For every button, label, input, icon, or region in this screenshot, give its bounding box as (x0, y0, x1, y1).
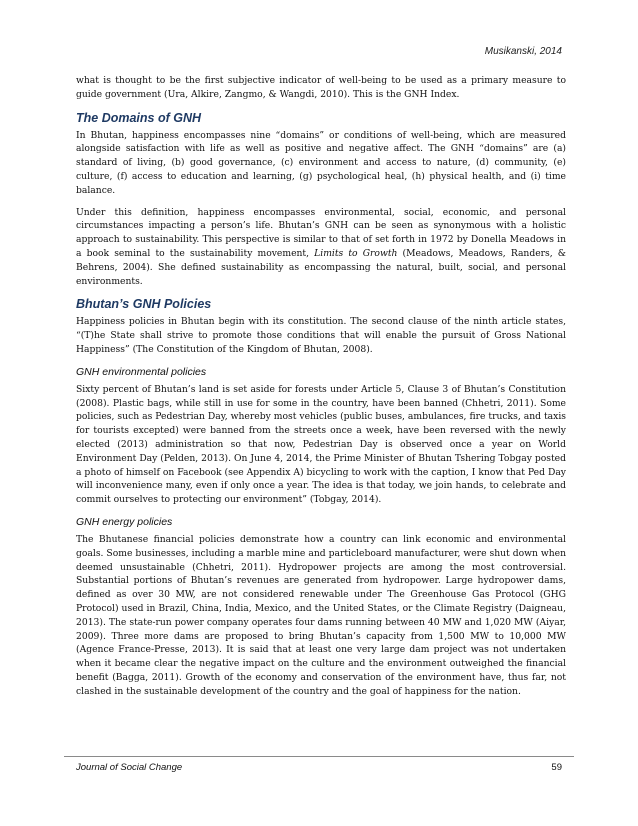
subheading-energy: GNH energy policies (76, 515, 173, 528)
running-head: Musikanski, 2014 (484, 46, 562, 57)
paragraph-domains-1: In Bhutan, happiness encompasses nine “domains” or conditions of well-being, which are measured alongside satisfaction with life as well as positive and negative affect. The GNH “domains” are (a) standard of living, (b) good governance, (c) environment and access to nature, (d) community, (e) culture, (f) access to education and learning, (g) psychological heal, (h) physical health, and (i) time balance. (76, 129, 566, 196)
paragraph-environmental: Sixty percent of Bhutan’s land is set aside for forests under Article 5, Clause 3 of Bhutan’s Constitution (2008). Plastic bags, while still in use for some in the country, have been banned (Chhetri, 2011). Some policies, such as Pedestrian Day, whereby most vehicles (public buses, ambulances, fire trucks, and taxis for tourists excepted) were banned from the streets once a week, have been reversed with the newly elected (2013) administration so that now, Pedestrian Day is observed once a year on World Environment Day (Pelden, 2013). On June 4, 2014, the Prime Minister of Bhutan Tshering Tobgay posted a photo of himself on Facebook (see Appendix A) bicycling to work with the caption, I know that Ped Day will inconvenience many, even if only once a year. The idea is that today, we join hands, to celebrate and commit ourselves to protecting our environment” (Tobgay, 2014). (76, 383, 566, 506)
subheading-environmental: GNH environmental policies (76, 365, 207, 378)
paragraph-domains-2-part-b: (Meadows, Meadows, Randers, & Behrens, 2004). She defined sustainability as encompassing the natural, built, social, and personal environments. (76, 247, 566, 287)
paragraph-energy: The Bhutanese financial policies demonstrate how a country can link economic and environmental goals. Some businesses, including a marble mine and particleboard manufacturer, were shut down when deemed unsustainable (Chhetri, 2011). Hydropower projects are among the most controversial. Substantial portions of Bhutan’s revenues are generated from hydropower. Large hydropower dams, defined as over 30 MW, are not considered renewable under The Greenhouse Gas Protocol (GHG Protocol) used in Brazil, China, India, Mexico, and the United States, or the Climate Registry (Daigneau, 2013). The state-run power company operates four dams running between 40 MW and 1,020 MW (Aiyar, 2009). Three more dams are proposed to bring Bhutan’s capacity from 1,500 MW to 10,000 MW (Agence France-Presse, 2013). It is said that at least one very large dam project was not undertaken when it became clear the negative impact on the culture and the environment outweighed the financial benefit (Bagga, 2011). Growth of the economy and conservation of the environment have, thus far, not clashed in the sustainable development of the country and the goal of happiness for the nation. (76, 533, 566, 697)
paragraph-intro: what is thought to be the first subjective indicator of well-being to be used as a primary measure to guide government (Ura, Alkire, Zangmo, & Wangdi, 2010). This is the GNH Index. (76, 75, 566, 100)
page-number: 59 (551, 762, 562, 773)
heading-policies: Bhutan’s GNH Policies (76, 297, 212, 312)
footer-divider (64, 756, 574, 757)
heading-domains: The Domains of GNH (76, 110, 202, 125)
paragraph-domains-2 (76, 206, 566, 289)
book-title: Limits to Growth (314, 247, 398, 259)
journal-name: Journal of Social Change (76, 762, 183, 773)
paragraph-policies: Happiness policies in Bhutan begin with its constitution. The second clause of the ninth article states, “(T)he State shall strive to promote those conditions that will enable the pursuit of Gross National Happiness” (The Constitution of the Kingdom of Bhutan, 2008). (76, 316, 566, 355)
page-body (76, 74, 566, 706)
paragraph-domains-2-part-a: Under this definition, happiness encompasses environmental, social, economic, and personal circumstances impacting a person’s life. Bhutan’s GNH can be seen as synonymous with a holistic approach to sustainability. This perspective is similar to that of set forth in 1972 by Donella Meadows in a book seminal to the sustainability movement, (76, 206, 566, 259)
